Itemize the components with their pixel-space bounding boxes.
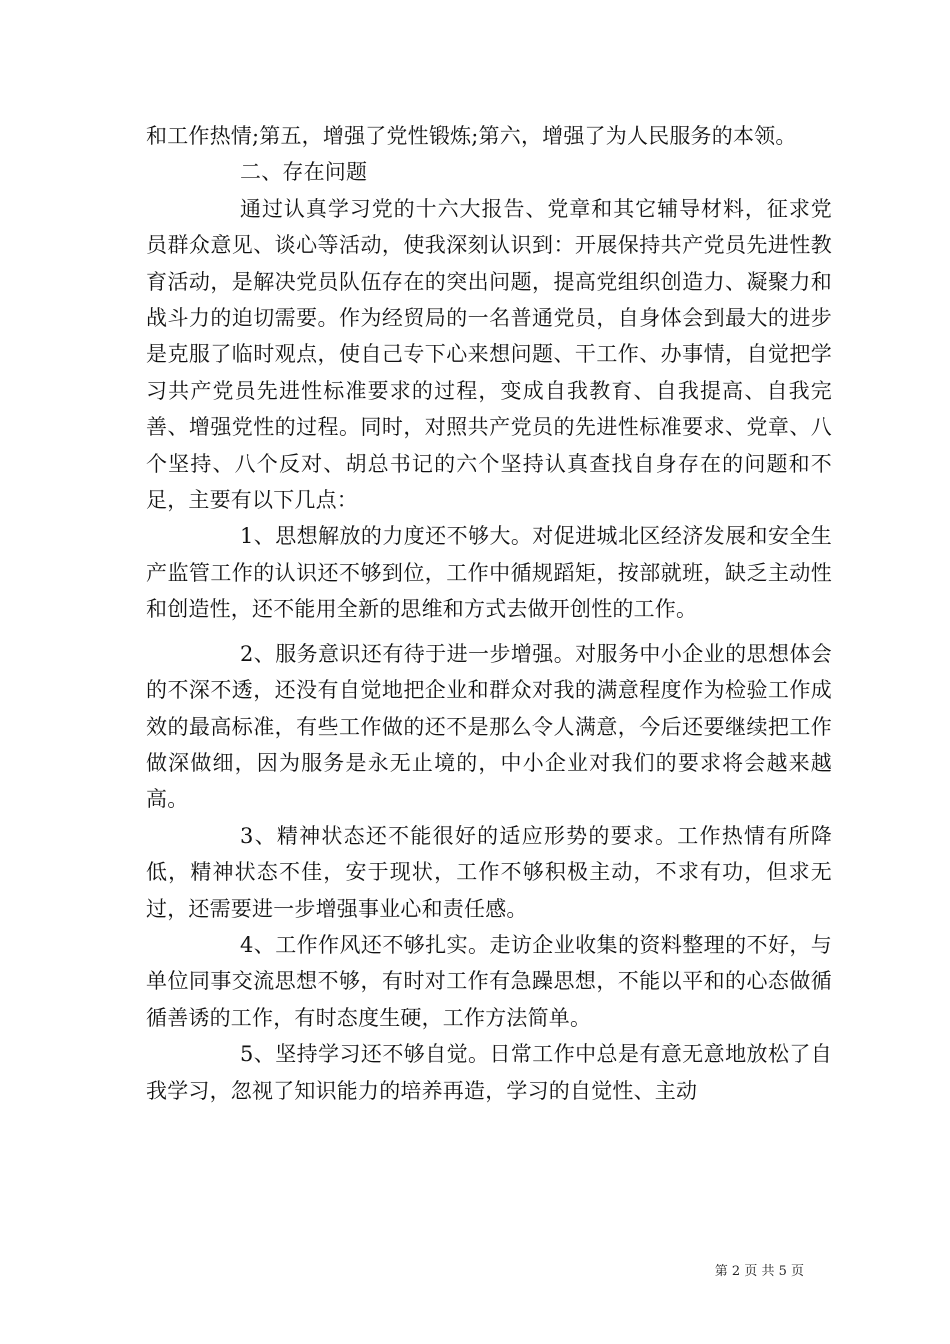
page-number-footer: 第 2 页 共 5 页: [714, 1264, 804, 1279]
document-body: [146, 118, 832, 1109]
paragraph-item-5: 5、坚持学习还不够自觉。日常工作中总是有意无意地放松了自我学习，忽视了知识能力的培养再造，学习的自觉性、主动: [146, 1042, 832, 1103]
paragraph-continuation: 和工作热情;第五，增强了党性锻炼;第六，增强了为人民服务的本领。: [146, 124, 797, 148]
section-heading: 二、存在问题: [240, 160, 368, 185]
paragraph-intro: 通过认真学习党的十六大报告、党章和其它辅导材料，征求党员群众意见、谈心等活动，使我深刻认识到：开展保持共产党员先进性教育活动，是解决党员队伍存在的突出问题，提高党组织创造力、凝聚力和战斗力的迫切需要。作为经贸局的一名普通党员，自身体会到最大的进步是克服了临时观点，使自己专下心来想问题、干工作、办事情，自觉把学习共产党员先进性标准要求的过程，变成自我教育、自我提高、自我完善、增强党性的过程。同时，对照共产党员的先进性标准要求、党章、八个坚持、八个反对、胡总书记的六个坚持认真查找自身存在的问题和不足，主要有以下几点：: [146, 196, 832, 513]
paragraph-item-1: 1、思想解放的力度还不够大。对促进城北区经济发展和安全生产监管工作的认识还不够到位，工作中循规蹈矩，按部就班，缺乏主动性和创造性，还不能用全新的思维和方式去做开创性的工作。: [146, 524, 832, 622]
paragraph-item-2: 2、服务意识还有待于进一步增强。对服务中小企业的思想体会的不深不透，还没有自觉地把企业和群众对我的满意程度作为检验工作成效的最高标准，有些工作做的还不是那么令人满意，今后还要继续把工作做深做细，因为服务是永无止境的，中小企业对我们的要求将会越来越高。: [146, 641, 832, 812]
paragraph-item-4: 4、工作作风还不够扎实。走访企业收集的资料整理的不好，与单位同事交流思想不够，有时对工作有急躁思想，不能以平和的心态做循循善诱的工作，有时态度生硬，工作方法简单。: [146, 932, 832, 1030]
paragraph-item-3: 3、精神状态还不能很好的适应形势的要求。工作热情有所降低，精神状态不佳，安于现状，工作不够积极主动，不求有功，但求无过，还需要进一步增强事业心和责任感。: [146, 823, 832, 921]
